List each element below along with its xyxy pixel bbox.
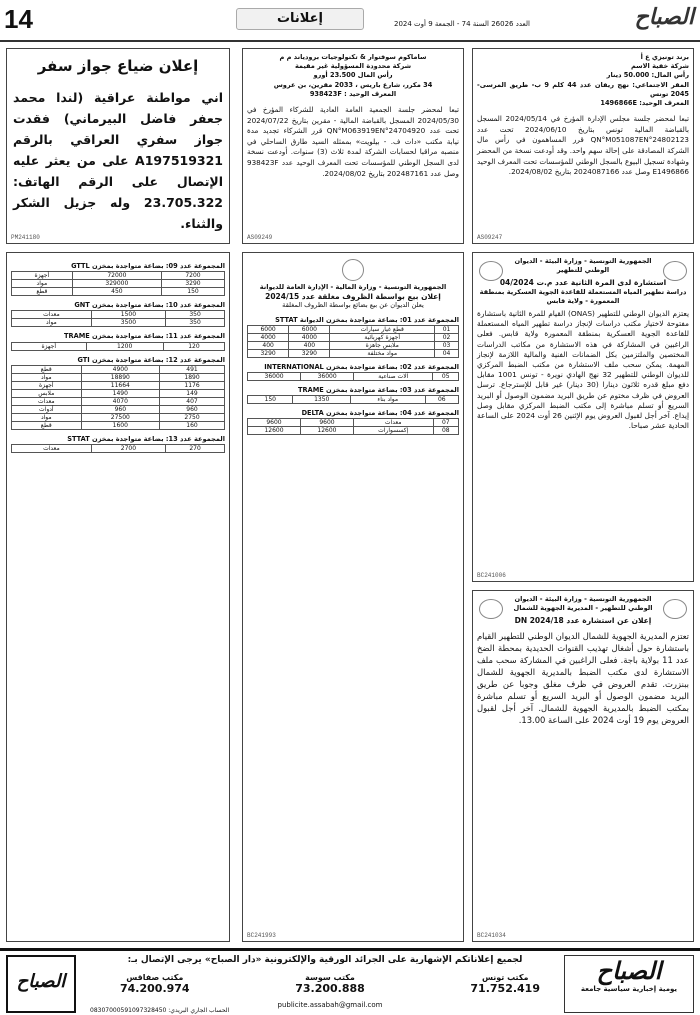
lot-group [11,262,225,296]
lot-title: المجموعة عدد 03: بضاعة متواجدة بمخزن TRAME [298,386,459,395]
republic-emblem-icon [663,261,687,281]
table-cell: 11664 [81,381,159,389]
table-cell: 9600 [248,419,301,427]
table-cell: 4000 [248,333,289,341]
notice-ref: BC241006 [477,572,506,579]
lot-group [11,332,225,350]
table-row [12,397,225,405]
notice-intro: يعلن الديوان عن بيع بضائع بواسطة الظروف المغلقة [282,301,424,310]
lot-table [247,418,459,435]
table-cell: مواد [12,280,73,288]
lot-table [247,325,459,358]
table-cell: 1890 [160,373,225,381]
notice-title: استشارة لدى المرة الثانية عدد م.ت 04/2024 [499,278,667,288]
table-cell: 150 [162,288,225,296]
lot-table [11,310,225,327]
table-row [12,421,225,429]
table-row [248,349,459,357]
table-cell: 6000 [248,325,289,333]
table-cell: إكسسوارات [353,427,433,435]
notice-ref: BC241034 [477,932,506,939]
table-row [12,365,225,373]
office-phone: 74.200.974 [120,982,190,995]
table-cell: 2700 [91,445,165,453]
table-cell: 4070 [81,397,159,405]
table-cell: 36000 [301,373,354,381]
notice-subtitle: دراسة تطهير المياه المستعملة للقاعدة الجوية العسكرية بمنطقة المعمورة - ولاية قابس [479,287,687,305]
table-cell: أجهزة كهربائية [330,333,435,341]
table-row [248,325,459,333]
table-cell: 400 [248,341,289,349]
table-cell: 02 [435,333,459,341]
footer-slogan: يومية إخبارية سياسية جامعة [580,985,678,993]
section-title: إعلانات [236,8,364,30]
lot-group [11,301,225,327]
footer-note: الحساب الجاري البريدي: 08307000591097328450 [90,1007,230,1014]
table-cell: 3290 [248,349,289,357]
footer [0,948,700,1015]
table-cell: 4900 [81,365,159,373]
lot-title: المجموعة عدد 10: بضاعة متواجدة بمخزن GNT [74,301,225,310]
table-cell: 4000 [289,333,330,341]
table-cell: 149 [160,389,225,397]
lot-group [11,435,225,453]
footer-email[interactable]: publicite.assabah@gmail.com [277,1001,383,1009]
table-cell: 08 [433,427,458,435]
office-phone: 71.752.419 [470,982,540,995]
paper-name: الصباح [634,4,694,30]
table-cell: 9600 [300,419,353,427]
notice-heading: الجمهورية التونسية - وزارة البيئة - الديوان الوطني للتطهير - المديرية الجهوية للشمال [513,595,653,613]
ad-ref: AS09247 [477,234,503,241]
table-cell: مواد بناء [350,396,425,404]
ad-samacom [242,48,464,244]
table-row [12,381,225,389]
table-cell: آلات صناعية [354,373,433,381]
table-cell: 6000 [289,325,330,333]
lot-table [11,444,225,453]
table-row [12,319,225,327]
onas-logo-icon [479,261,503,281]
lot-title: المجموعة عدد 09: بضاعة متواجدة بمخزن GTTL [71,262,225,270]
notice-heading: الجمهورية التونسية - وزارة البيئة - الديوان الوطني للتطهير [514,257,652,275]
lot-group [11,356,225,430]
table-cell: 960 [160,405,225,413]
table-cell: 450 [72,288,161,296]
footer-offices [120,973,540,995]
customs-emblem-icon [342,259,364,281]
masthead [394,4,694,34]
table-cell: 72000 [72,272,161,280]
lot-title: المجموعة عدد 02: بضاعة متواجدة بمخزن INTERNATIONAL [264,362,459,371]
table-cell: أجهزة [12,342,87,350]
ad-id: المعرف الوحيد: 1496866E [600,99,689,108]
table-cell: مواد [12,319,92,327]
lot-table [11,365,225,430]
table-row [12,280,225,288]
ad-title: إعلان ضياع جواز سفر [37,57,199,75]
notice-onas-north [472,590,694,942]
ad-title: ساماكوم سوفتوار & تكنولوجيات برودياند م م [279,53,427,61]
lot-title: المجموعة عدد 11: بضاعة متواجدة بمخزن TRAME [64,332,225,341]
table-cell: 1600 [81,421,159,429]
table-cell: مواد [12,413,82,421]
lot-table [11,342,225,351]
lot-title: المجموعة عدد 04: بضاعة متواجدة بمخزن DELTA [301,409,459,418]
table-cell: 2750 [160,413,225,421]
table-cell: معدات [353,419,433,427]
notice-customs-sale [242,252,464,942]
table-cell: 1350 [293,396,351,404]
table-cell: 160 [160,421,225,429]
table-cell: قطع [12,421,82,429]
table-cell: 3290 [289,349,330,357]
office-phone: 73.200.888 [295,982,365,995]
table-cell: 491 [160,365,225,373]
table-row [12,311,225,319]
table-row [12,272,225,280]
table-cell: معدات [12,397,82,405]
table-cell: 407 [160,397,225,405]
ad-body: تبعا لمحضر جلسة مجلس الإدارة المؤرخ في 2024/05/14 المسجل بالقباضة المالية تونس بتاريخ 2024/06/10 تحت عدد QN°M051087EN°24802123 قرر المساهمون في رأس مال الشركة المصادقة على إحالة سهم واحد. وقد أودعت نسخة من المحضر وشهادة تسجيل البيوع بالسجل الوطني للمؤسسات تحت المعرف الوحيد E1496866 وصل عدد 2024087166 بتاريخ 2024/08/02. [477,114,690,177]
ad-capital: رأس المال 23.500 أورو [313,71,393,80]
lot-title: المجموعة عدد 12: بضاعة متواجدة بمخزن GTI [77,355,225,364]
table-cell: 03 [435,341,459,349]
table-cell: 12600 [300,427,353,435]
table-cell: 12600 [248,427,301,435]
table-cell: 350 [166,311,225,319]
footer-logo [564,955,694,1013]
notice-title: إعلان عن استشارة عدد DN 2024/18 [514,616,652,626]
notice-customs-tables [6,252,230,942]
table-cell: 06 [425,396,458,404]
table-row [12,445,225,453]
table-cell: 120 [163,342,224,350]
table-row [12,288,225,296]
table-cell: أجهزة [12,381,82,389]
table-cell: قطع [12,288,73,296]
office-label: مكتب صفاقس [126,973,184,982]
table-row [12,373,225,381]
notice-body: تعتزم المديرية الجهوية للشمال الديوان الوطني للتطهير القيام باستشارة حول أشغال تهذيب القنوات الحديدية بمحطة الضخ عدد 11 بولاية باجة. فعلى الراغبين في المشاركة سحب ملف الاستشارة لدى مكتب الضبط بالمديرية الجهوية للشمال ببنزرت. تقدم العروض في ظرف مغلق وجوبا عن طريق البريد مضمون الوصول أو البريد السريع أو تسلم مباشرة بمكتب الضبط بالمديرية الجهوية للشمال. آخر أجل لقبول العروض يوم 19 أوت 2024 على الساعة 13.00. [477,630,689,725]
ad-body: اني مواطنة عراقية (لندا محمد جعفر فاضل البيرماني) فقدت جواز سفري العراقي بالرقم A197519321 على من يعثر عليه الإتصال على الرقم الهاتف: 23.705.322 وله جزيل الشكر والثناء. [13,90,223,231]
table-cell: 150 [248,396,293,404]
table-cell: 3500 [91,319,165,327]
table-cell: 18890 [81,373,159,381]
table-cell: معدات [12,311,92,319]
lot-table [247,372,459,381]
table-cell: 7200 [162,272,225,280]
ad-ref: PM241180 [11,234,40,241]
ad-capital: رأس المال: 50.000 دينار [606,71,689,80]
office-label: مكتب سوسة [305,973,355,982]
table-cell: مواد [12,373,82,381]
lot-table [247,395,459,404]
lots-container [247,316,459,436]
notice-ref: BC241993 [247,932,276,939]
table-row [12,413,225,421]
lot-table [11,271,225,296]
issue-info: العدد 26026 السنة 74 - الجمعة 9 أوت 2024 [394,20,530,28]
page-header [0,0,700,42]
table-row [248,341,459,349]
notice-title: إعلان بيع بواسطة الظروف مغلقة عدد 2024/15 [265,292,441,302]
table-cell: 1176 [160,381,225,389]
table-cell: 270 [166,445,225,453]
table-cell: 36000 [248,373,301,381]
lot-group [247,363,459,381]
table-cell: 350 [166,319,225,327]
republic-emblem-icon [663,599,687,619]
table-row [248,396,459,404]
footer-paper-name: الصباح [596,956,662,985]
lot-title: المجموعة عدد 01: بضاعة متواجدة بمخزن الديوانة STTAT [275,315,459,324]
ad-title: برند تونيزي ع أ [640,53,689,61]
tables-container [11,262,225,453]
table-cell: قطع غيار سيارات [330,325,435,333]
notice-onas-gabes [472,252,694,582]
ad-address: المقر الاجتماعي: نهج ريفان عدد 44 كلم 9 ب- طريق المرسى- 2045 تونس [477,80,689,98]
footer-banner: لجميع إعلاناتكم الإشهارية على الجرائد الورقية والإلكترونية «دار الصباح» يرجى الإتصال بـ: [127,955,523,965]
notice-body: يعتزم الديوان الوطني للتطهير (ONAS) القيام للمرة الثانية باستشارة مفتوحة لاختيار مكتب دراسات لإنجاز دراسة تطهير المياه المستعملة للقاعدة الجوية العسكرية بمنطقة المعمورة ولاية قابس. فعلى الراغبين في المشاركة في هذه الاستشارة من مكاتب الدراسات المختصين والملتزمين بكل الضمانات الفنية والمالية اللازمة لإنجاز المهمة. يمكن سحب ملف الاستشارة من مكتب الضبط المركزي للديوان الوطني للتطهير 32 نهج الهادي نويرة - تونس 1001 مقابل دفع مبلغ قدره ثلاثون دينارا (30 دينار) غير قابل للإسترجاع. ترسل العروض في ظرف مختوم عن طريق البريد مضمون الوصول أو البريد السريع أو تسلم مباشرة إلى مكتب الضبط المركزي مقابل وصل إيداع. آخر أجل لقبول العروض يوم الإثنين 26 أوت 2024 على الساعة الحادية عشر صباحا. [477,309,690,431]
ad-id: المعرف الوحيد : 938423F [309,89,397,98]
table-row [248,427,459,435]
table-cell: قطع [12,365,82,373]
ad-brand-tunisie [472,48,694,244]
table-cell: 1490 [81,389,159,397]
table-row [12,405,225,413]
ad-lost-passport [6,48,230,244]
lot-title: المجموعة عدد 13: بضاعة متواجدة بمخزن STTAT [67,434,225,443]
office-label: مكتب تونس [481,973,529,982]
table-cell: مواد مختلفة [330,349,435,357]
lot-group [247,316,459,358]
table-cell: أدوات [12,405,82,413]
table-cell: ملابس جاهزة [330,341,435,349]
table-cell: 329000 [72,280,161,288]
table-cell: 05 [433,373,459,381]
footer-brand-box [6,955,76,1013]
table-cell: 04 [435,349,459,357]
lot-group [247,386,459,404]
table-cell: 01 [435,325,459,333]
footer-brand: الصباح [16,971,66,992]
lot-group [247,409,459,435]
ad-ref: AS09249 [247,234,273,241]
table-row [12,389,225,397]
table-row [248,373,459,381]
table-row [248,419,459,427]
table-cell: معدات [12,445,92,453]
table-cell: 960 [81,405,159,413]
ad-body: تبعا لمحضر جلسة الجمعية العامة العادية للشركاء المؤرخ في 2024/05/30 المسجل بالقباضة المالية - مقرين بتاريخ 2024/07/22 تحت عدد QN°M063919EN°24704920 قرر الشركاء تجديد مدة نيابة مكتب «دات ف. - بيلويت» بممثله السيد طارق الساحلي في منصبه مراقبا لحسابات الشركة لمدة ثلاث (3) سنوات. أودعت نسخة لدى السجل الوطني للمؤسسات تحت المعرف الوحيد عدد 938423F وصل عدد 202487161 بتاريخ 2024/08/02. [247,105,460,178]
page-number: 14 [4,4,33,34]
table-row [248,333,459,341]
notice-heading: الجمهورية التونسية - وزارة المالية - الإدارة العامة للديوانة [259,283,447,291]
table-cell: 1500 [91,311,165,319]
ad-subtitle: شركة خفية الاسم [630,62,689,71]
ad-address: 34 مكرر، شارع باريس ، 2033 مقرين، بن عروس [273,80,433,89]
table-cell: 3290 [162,280,225,288]
table-cell: 27500 [81,413,159,421]
table-cell: أجهزة [12,272,73,280]
table-cell: 400 [289,341,330,349]
onas-logo-icon [479,599,503,619]
table-cell: 1200 [86,342,163,350]
ad-subtitle: شركة محدودة المسؤولية غير مقيمة [294,62,412,71]
table-row [12,342,225,350]
table-cell: ملابس [12,389,82,397]
table-cell: 07 [433,419,458,427]
